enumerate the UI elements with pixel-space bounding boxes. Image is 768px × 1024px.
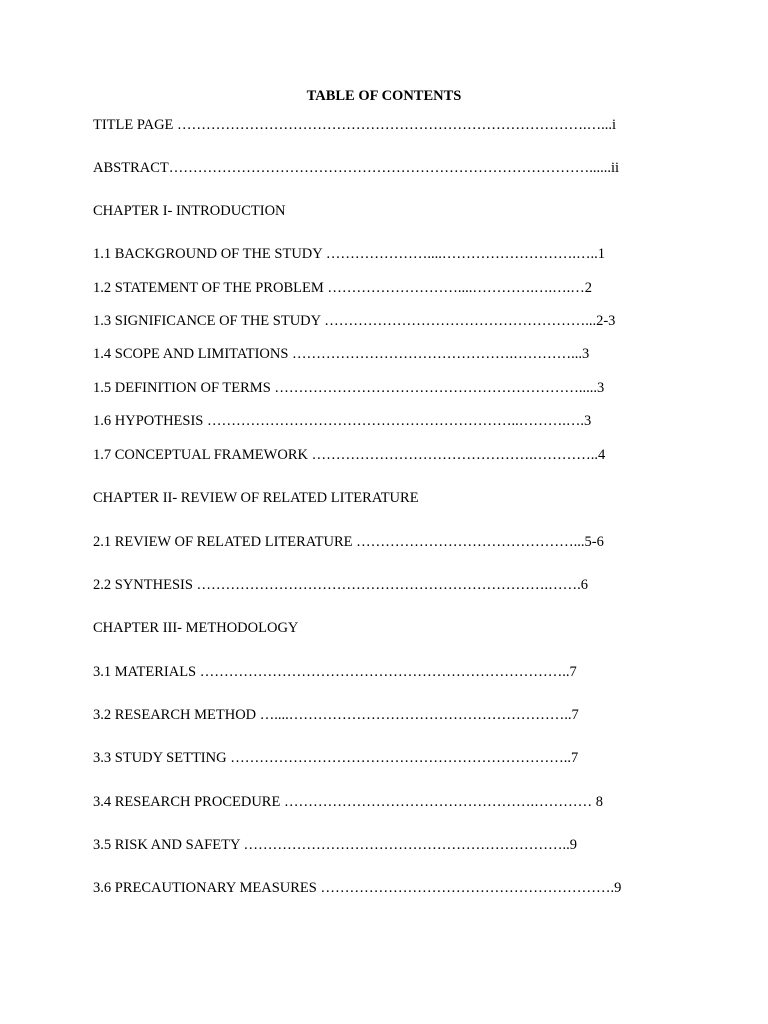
toc-entry-1-4: 1.4 SCOPE AND LIMITATIONS ……………………………………….…………...3 <box>93 346 590 362</box>
toc-entry-3-3: 3.3 STUDY SETTING ……………………………………………………………..7 <box>93 750 579 766</box>
toc-title: TABLE OF CONTENTS <box>306 88 462 104</box>
toc-entry-3-6: 3.6 PRECAUTIONARY MEASURES …………………………………………………….9 <box>93 880 622 896</box>
toc-entry-title-page: TITLE PAGE ………………………………………………………………………….…...i <box>93 117 617 133</box>
toc-entry-2-1: 2.1 REVIEW OF RELATED LITERATURE ………………………………………...5-6 <box>93 534 604 550</box>
toc-entry-3-1: 3.1 MATERIALS …………………………………………………………………..7 <box>93 664 577 680</box>
toc-chapter-1-heading: CHAPTER I- INTRODUCTION <box>93 203 286 219</box>
toc-entry-1-6: 1.6 HYPOTHESIS ………………………………………………………..……….….3 <box>93 413 592 429</box>
toc-entry-1-5: 1.5 DEFINITION OF TERMS ……………………………………………………….....3 <box>93 380 605 396</box>
toc-entry-1-7: 1.7 CONCEPTUAL FRAMEWORK ……………………………………….…………..4 <box>93 447 606 463</box>
toc-chapter-2-heading: CHAPTER II- REVIEW OF RELATED LITERATURE <box>93 490 419 506</box>
toc-entry-2-2: 2.2 SYNTHESIS ……………………………………………………………….…….6 <box>93 577 589 593</box>
toc-entry-3-5: 3.5 RISK AND SAFETY …………………………………………………………..9 <box>93 837 578 853</box>
toc-entry-1-3: 1.3 SIGNIFICANCE OF THE STUDY ………………………………………………...2-3 <box>93 313 616 329</box>
toc-entry-1-1: 1.1 BACKGROUND OF THE STUDY …………………....……………………….…..1 <box>93 246 605 262</box>
toc-entry-3-2: 3.2 RESEARCH METHOD …....…………………………………………………..7 <box>93 707 579 723</box>
toc-entry-3-4: 3.4 RESEARCH PROCEDURE …………………………………………….………… 8 <box>93 794 603 810</box>
toc-chapter-3-heading: CHAPTER III- METHODOLOGY <box>93 620 299 636</box>
toc-entry-abstract: ABSTRACT……………………………………………………………………………......ii <box>93 160 620 176</box>
toc-entry-1-2: 1.2 STATEMENT OF THE PROBLEM ………………………....………….….….…2 <box>93 280 592 296</box>
